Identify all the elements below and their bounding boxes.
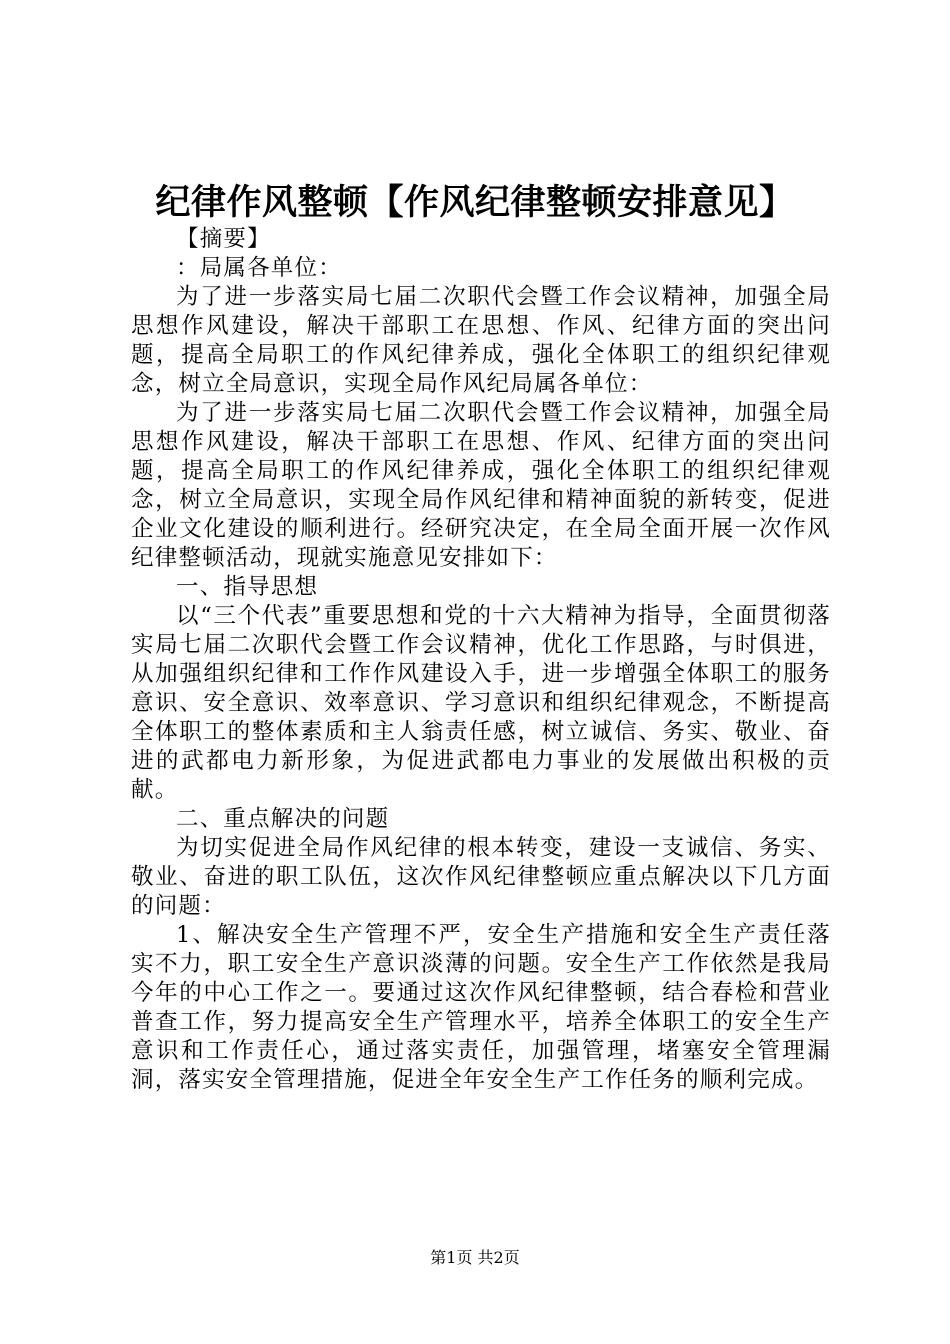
body-paragraph: 为了进一步落实局七届二次职代会暨工作会议精神，加强全局思想作风建设，解决干部职工在思想、作风、纪律方面的突出问题，提高全局职工的作风纪律养成，强化全体职工的组织纪律观念，树立全局意识，实现全局作风纪律和精神面貌的新转变，促进企业文化建设的顺利进行。经研究决定，在全局全面开展一次作风纪律整顿活动，现就实施意见安排如下：: [131, 400, 831, 571]
page-footer: 第1页 共2页: [430, 1248, 520, 1267]
body-paragraph: 以“三个代表”重要思想和党的十六大精神为指导，全面贯彻落实局七届二次职代会暨工作会议精神，优化工作思路，与时俱进，从加强组织纪律和工作作风建设入手，进一步增强全体职工的服务意识、安全意识、效率意识、学习意识和组织纪律观念，不断提高全体职工的整体素质和主人翁责任感，树立诚信、务实、敬业、奋进的武都电力新形象，为促进武都电力事业的发展做出积极的贡献。: [131, 603, 831, 803]
body-paragraph: 为了进一步落实局七届二次职代会暨工作会议精神，加强全局思想作风建设，解决干部职工在思想、作风、纪律方面的突出问题，提高全局职工的作风纪律养成，强化全体职工的组织纪律观念，树立全局意识，实现全局作风纪局属各单位：: [131, 284, 831, 397]
addressee-line: ：局属各单位：: [176, 255, 342, 281]
document-title: 纪律作风整顿【作风纪律整顿安排意见】: [155, 182, 795, 223]
section-heading-guiding-thought: 一、指导思想: [176, 574, 319, 600]
document-body: [131, 225, 831, 1095]
body-paragraph: 为切实促进全局作风纪律的根本转变，建设一支诚信、务实、敬业、奋进的职工队伍，这次作风纪律整顿应重点解决以下几方面的问题：: [131, 835, 831, 919]
body-paragraph: 1、解决安全生产管理不严，安全生产措施和安全生产责任落实不力，职工安全生产意识淡薄的问题。安全生产工作依然是我局今年的中心工作之一。要通过这次作风纪律整顿，结合春检和营业普查工作，努力提高安全生产管理水平，培养全体职工的安全生产意识和工作责任心，通过落实责任，加强管理，堵塞安全管理漏洞，落实安全管理措施，促进全年安全生产工作任务的顺利完成。: [131, 922, 831, 1093]
section-heading-key-issues: 二、重点解决的问题: [176, 806, 390, 832]
abstract-label: 【摘要】: [176, 226, 271, 252]
